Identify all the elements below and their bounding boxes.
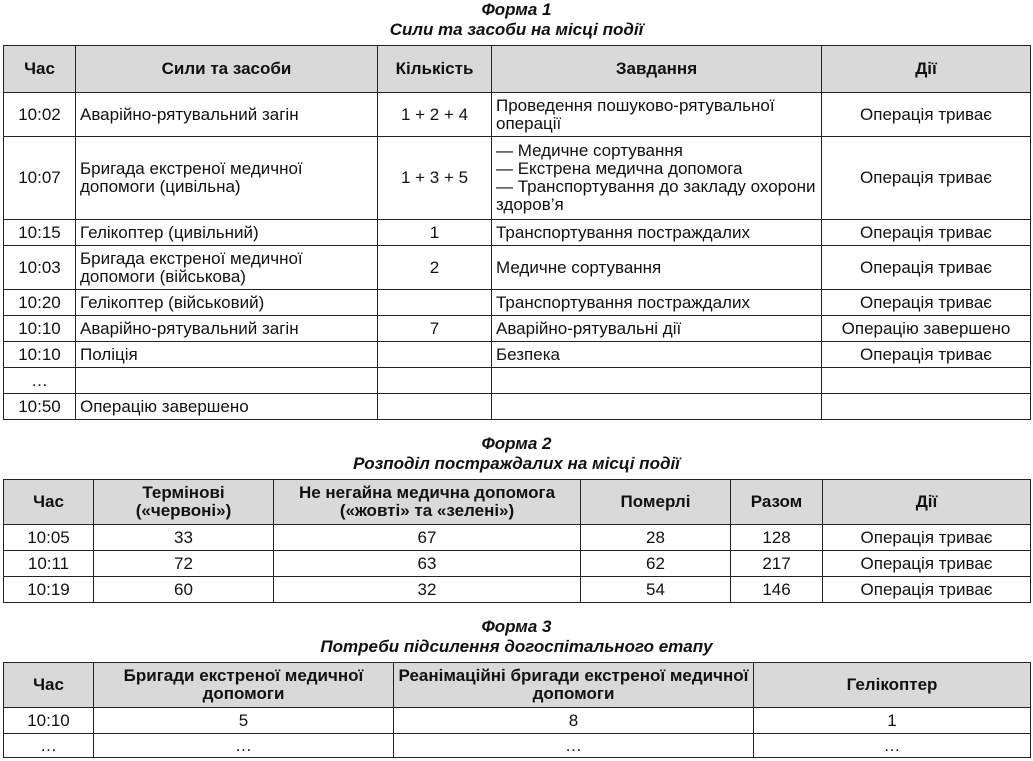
form3-header-icu: Реанімаційні бригади екстреної медичної допомоги — [394, 663, 754, 708]
cell-task: Проведення пошуково-рятувальної операції — [492, 93, 822, 137]
form1-label: Форма 1 — [481, 0, 552, 19]
cell-force: Гелікоптер (військовий) — [76, 290, 378, 316]
cell-action: Операція триває — [822, 342, 1031, 368]
form2-title: Розподіл постраждалих на місці події — [353, 454, 680, 473]
cell-action — [822, 368, 1031, 394]
cell-nonurgent: 63 — [274, 551, 581, 577]
cell-total: 217 — [731, 551, 823, 577]
cell-dead: 54 — [581, 577, 731, 603]
cell-force: Аварійно-рятувальний загін — [76, 93, 378, 137]
form1-title: Сили та засоби на місці події — [389, 20, 644, 39]
cell-action: Операція триває — [823, 551, 1031, 577]
cell-action: Операція триває — [822, 246, 1031, 290]
form1-header-force: Сили та засоби — [76, 46, 378, 93]
cell-task: Транспортування постраждалих — [492, 290, 822, 316]
table-row — [4, 316, 1031, 342]
task-line: — Медичне сортування — [496, 141, 683, 160]
table-row — [4, 246, 1031, 290]
form1-table — [3, 45, 1031, 420]
cell-heli: 1 — [754, 708, 1031, 734]
cell-qty — [378, 342, 492, 368]
cell-icu: … — [394, 734, 754, 758]
cell-action: Операція триває — [822, 137, 1031, 220]
table-row — [4, 551, 1031, 577]
table-row — [4, 577, 1031, 603]
cell-force: Гелікоптер (цивільний) — [76, 220, 378, 246]
cell-time: 10:03 — [4, 246, 76, 290]
task-line: — Екстрена медична допомога — [496, 159, 743, 178]
cell-time: 10:19 — [4, 577, 94, 603]
form3-header-heli: Гелікоптер — [754, 663, 1031, 708]
cell-qty: 1 + 3 + 5 — [378, 137, 492, 220]
form2-header-dead: Померлі — [581, 480, 731, 525]
form1-header-row — [4, 46, 1031, 93]
cell-time: 10:10 — [4, 316, 76, 342]
form2-label: Форма 2 — [481, 434, 552, 453]
cell-time: 10:15 — [4, 220, 76, 246]
table-row — [4, 368, 1031, 394]
cell-time: 10:02 — [4, 93, 76, 137]
cell-time: 10:10 — [4, 342, 76, 368]
cell-qty: 7 — [378, 316, 492, 342]
table-row — [4, 137, 1031, 220]
cell-time: 10:50 — [4, 394, 76, 420]
cell-time: … — [4, 368, 76, 394]
cell-qty — [378, 394, 492, 420]
cell-action — [822, 394, 1031, 420]
form2-header-time: Час — [4, 480, 94, 525]
cell-action: Операція триває — [823, 525, 1031, 551]
cell-task — [492, 368, 822, 394]
cell-nonurgent: 67 — [274, 525, 581, 551]
form2-header-total: Разом — [731, 480, 823, 525]
cell-force — [76, 368, 378, 394]
table-row — [4, 734, 1031, 758]
cell-total: 146 — [731, 577, 823, 603]
cell-qty — [378, 368, 492, 394]
table-row — [4, 708, 1031, 734]
cell-ems: … — [94, 734, 394, 758]
cell-qty — [378, 290, 492, 316]
cell-task — [492, 394, 822, 420]
cell-task: Безпека — [492, 342, 822, 368]
form3-header-time: Час — [4, 663, 94, 708]
form2-header-urgent: Термінові («червоні») — [94, 480, 274, 525]
cell-force: Поліція — [76, 342, 378, 368]
table-row — [4, 290, 1031, 316]
cell-nonurgent: 32 — [274, 577, 581, 603]
cell-force: Операцію завершено — [76, 394, 378, 420]
form3-header-row — [4, 663, 1031, 708]
cell-force: Бригада екстреної медичної допомоги (військова) — [76, 246, 378, 290]
cell-task: Медичне сортування — [492, 246, 822, 290]
form3-label: Форма 3 — [481, 617, 552, 636]
cell-icu: 8 — [394, 708, 754, 734]
form1-header-action: Дії — [822, 46, 1031, 93]
cell-time: 10:07 — [4, 137, 76, 220]
cell-dead: 62 — [581, 551, 731, 577]
form2-header-nonurgent: Не негайна медична допомога («жовті» та «зелені») — [274, 480, 581, 525]
form2-table — [3, 479, 1031, 603]
form3-title: Потреби підсилення догоспітального етапу — [320, 637, 713, 656]
cell-urgent: 72 — [94, 551, 274, 577]
table-row — [4, 394, 1031, 420]
table-row — [4, 525, 1031, 551]
form1-header-task: Завдання — [492, 46, 822, 93]
task-line: — Транспортування до закладу охорони здоров’я — [496, 177, 816, 214]
cell-force: Аварійно-рятувальний загін — [76, 316, 378, 342]
cell-time: 10:10 — [4, 708, 94, 734]
cell-task: Транспортування постраждалих — [492, 220, 822, 246]
form2-header-row — [4, 480, 1031, 525]
cell-total: 128 — [731, 525, 823, 551]
cell-qty: 1 + 2 + 4 — [378, 93, 492, 137]
form3-header-ems: Бригади екстреної медичної допомоги — [94, 663, 394, 708]
cell-urgent: 60 — [94, 577, 274, 603]
form1-header-qty: Кількість — [378, 46, 492, 93]
form1-header-time: Час — [4, 46, 76, 93]
form3-table — [3, 662, 1031, 758]
cell-action: Операція триває — [823, 577, 1031, 603]
cell-heli: … — [754, 734, 1031, 758]
cell-action: Операцію завершено — [822, 316, 1031, 342]
cell-urgent: 33 — [94, 525, 274, 551]
table-row — [4, 93, 1031, 137]
cell-task — [492, 137, 822, 220]
cell-time: 10:05 — [4, 525, 94, 551]
table-row — [4, 342, 1031, 368]
form2-header-action: Дії — [823, 480, 1031, 525]
cell-dead: 28 — [581, 525, 731, 551]
cell-action: Операція триває — [822, 290, 1031, 316]
cell-ems: 5 — [94, 708, 394, 734]
cell-qty: 2 — [378, 246, 492, 290]
cell-action: Операція триває — [822, 220, 1031, 246]
cell-time: … — [4, 734, 94, 758]
cell-force: Бригада екстреної медичної допомоги (цивільна) — [76, 137, 378, 220]
cell-time: 10:11 — [4, 551, 94, 577]
table-row — [4, 220, 1031, 246]
cell-action: Операція триває — [822, 93, 1031, 137]
cell-time: 10:20 — [4, 290, 76, 316]
cell-task: Аварійно-рятувальні дії — [492, 316, 822, 342]
cell-qty: 1 — [378, 220, 492, 246]
